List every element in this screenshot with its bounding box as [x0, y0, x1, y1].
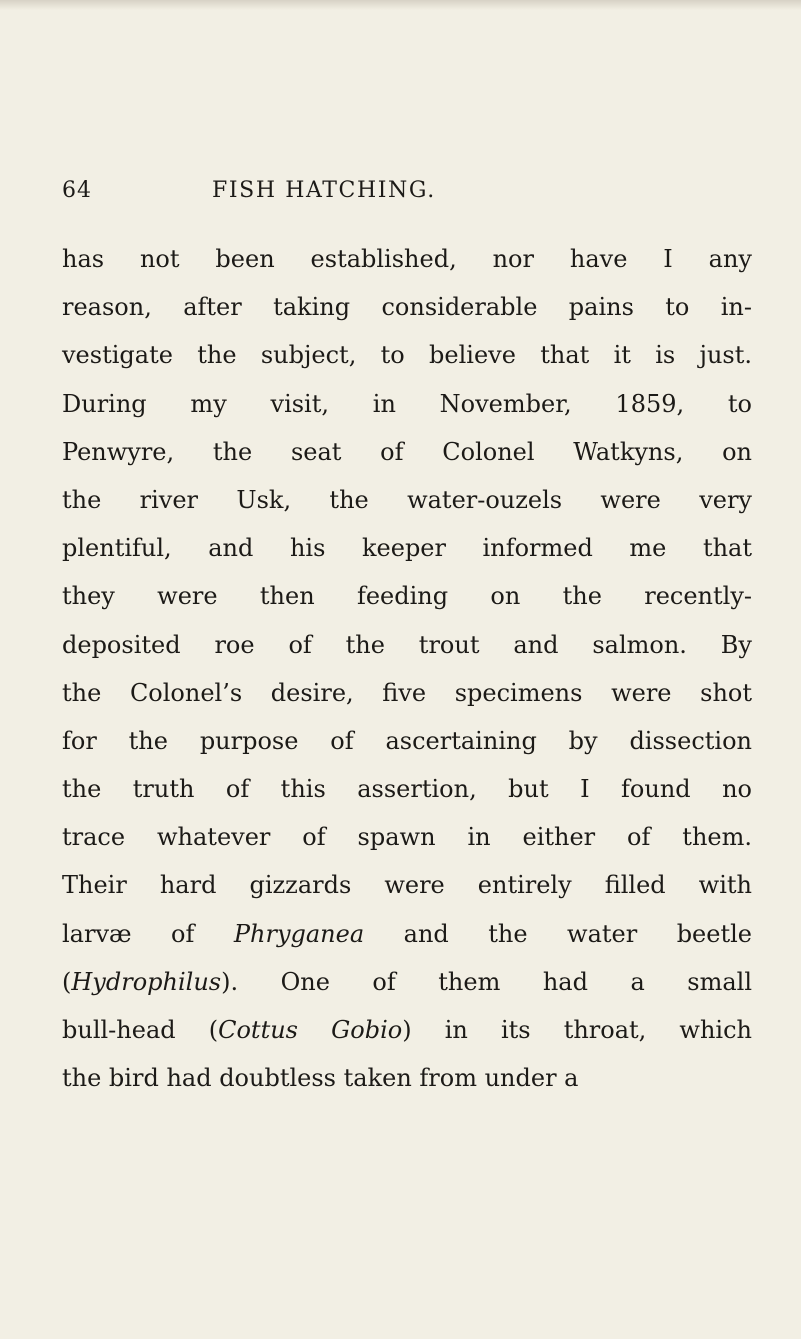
text-line: trace whatever of spawn in either of them. — [62, 823, 752, 852]
text-line: Their hard gizzards were entirely filled with — [62, 871, 752, 900]
italic-term: Cottus Gobio — [218, 1016, 403, 1044]
text-segment: ( — [62, 967, 72, 996]
body-text — [62, 235, 752, 1102]
text-line: the Colonel’s desire, five specimens were shot — [62, 678, 752, 707]
text-segment: ) in its throat, which — [402, 1016, 753, 1044]
text-line: deposited roe of the trout and salmon. By — [62, 630, 752, 659]
page-number: 64 — [62, 178, 92, 203]
text-line: the bird had doubtless taken from under a — [62, 1064, 579, 1093]
text-line: plentiful, and his keeper informed me that — [62, 534, 752, 563]
text-line: Penwyre, the seat of Colonel Watkyns, on — [62, 437, 752, 466]
text-line — [62, 958, 752, 1006]
text-segment: bull-head ( — [62, 1016, 219, 1044]
text-line — [62, 910, 752, 958]
text-line: the truth of this assertion, but I found no — [62, 775, 752, 804]
running-head — [62, 178, 762, 214]
text-segment: larvæ of — [62, 919, 234, 948]
text-segment: ). One of them had a small — [221, 967, 752, 996]
italic-term: Phryganea — [233, 919, 365, 948]
italic-term: Hydrophilus — [71, 967, 222, 996]
text-line: has not been established, nor have I any — [62, 245, 752, 273]
text-line: they were then feeding on the recently- — [62, 582, 752, 611]
text-line: for the purpose of ascertaining by dissection — [62, 726, 752, 755]
text-line: reason, after taking considerable pains to in- — [62, 293, 752, 322]
text-segment: and the water beetle — [364, 919, 752, 948]
text-line: the river Usk, the water-ouzels were very — [62, 485, 752, 514]
text-line — [62, 1006, 752, 1054]
text-line: During my visit, in November, 1859, to — [62, 389, 752, 418]
running-title: FISH HATCHING. — [212, 178, 436, 203]
text-line: vestigate the subject, to believe that it is just. — [62, 341, 752, 370]
